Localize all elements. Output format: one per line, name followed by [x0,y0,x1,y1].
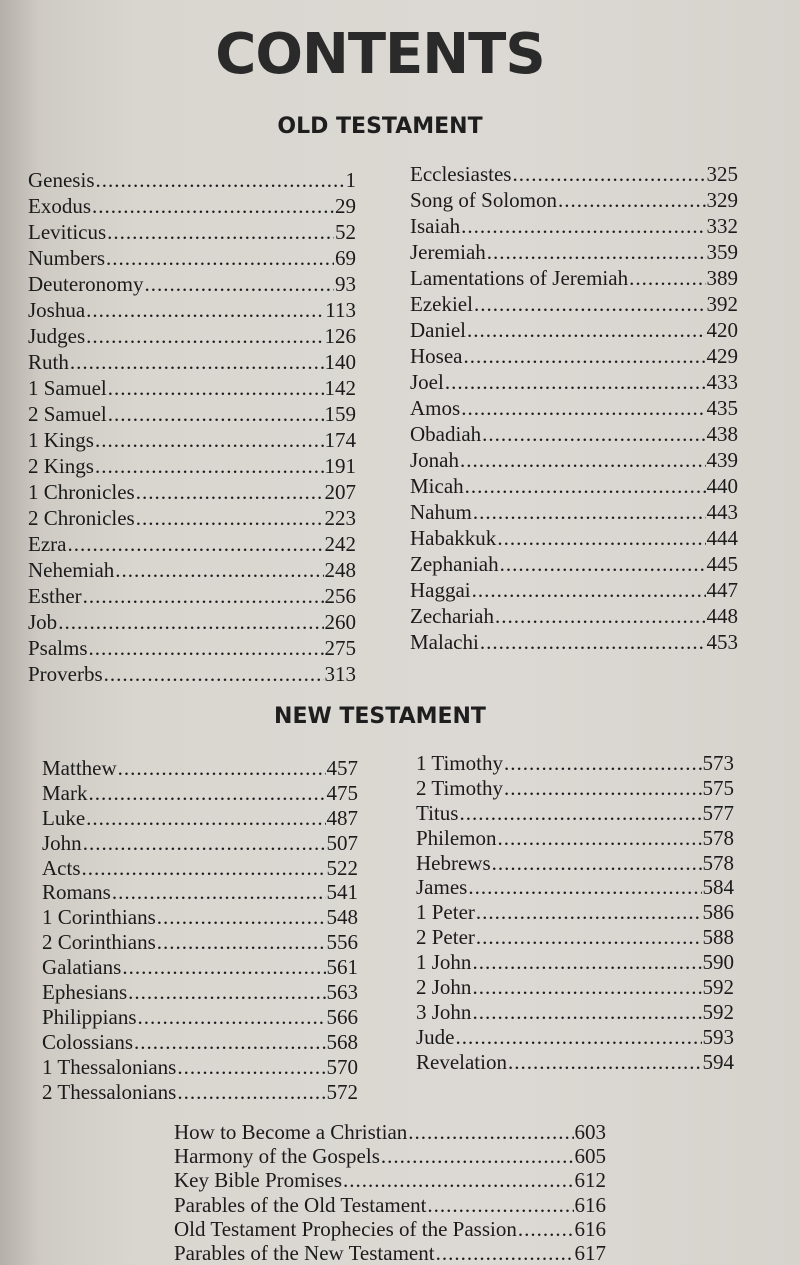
contents-entry [42,1080,358,1105]
entry-page-number: 447 [706,578,738,602]
dot-leader [89,635,324,661]
entry-title: Ezra [28,532,67,556]
entry-page-number: 603 [574,1120,606,1144]
entry-page-number: 612 [574,1168,606,1193]
entry-title: Deuteronomy [28,272,144,296]
contents-entry [174,1241,606,1265]
contents-entry [42,1055,358,1080]
dot-leader [500,551,706,577]
dot-leader [497,525,705,551]
entry-page-number: 207 [324,480,356,504]
entry-title: Old Testament Prophecies of the Passion [174,1216,517,1241]
entry-title: Zephaniah [410,552,499,576]
dot-leader [512,161,705,187]
contents-entry [42,781,358,806]
dot-leader [408,1120,573,1144]
entry-page-number: 594 [702,1049,734,1074]
dot-leader [157,905,326,930]
dot-leader [70,349,324,375]
contents-entry [28,531,356,557]
contents-entry [174,1120,606,1144]
dot-leader [95,427,324,453]
dot-leader [177,1055,325,1080]
entry-page-number: 256 [324,584,356,608]
contents-entry [28,505,356,531]
entry-page-number: 590 [702,950,734,975]
entry-title: Judges [28,324,86,348]
entry-title: 1 Peter [416,900,475,925]
entry-page-number: 566 [326,1004,358,1029]
entry-page-number: 433 [706,370,738,394]
contents-entry [410,447,738,473]
dot-leader [465,473,706,499]
entry-title: Zechariah [410,604,494,628]
entry-title: Nehemiah [28,558,115,582]
dot-leader [492,851,702,876]
contents-entry [416,1000,734,1025]
dot-leader [495,603,706,629]
dot-leader [427,1193,573,1217]
entry-title: 2 Samuel [28,402,107,426]
entry-title: Parables of the Old Testament [174,1192,427,1217]
entry-title: Habakkuk [410,526,497,550]
entry-title: 1 Thessalonians [42,1054,177,1079]
entry-title: Amos [410,396,461,420]
entry-title: Exodus [28,194,91,218]
entry-page-number: 329 [706,188,738,212]
supplements-list [174,1120,606,1265]
contents-entry [28,427,356,453]
dot-leader [108,401,324,427]
entry-title: Micah [410,474,464,498]
entry-page-number: 577 [702,800,734,825]
dot-leader [480,629,706,655]
contents-entry [28,297,356,323]
dot-leader [112,880,326,905]
entry-page-number: 616 [574,1216,606,1241]
entry-page-number: 435 [706,396,738,420]
dot-leader [108,375,324,401]
contents-entry [28,375,356,401]
entry-page-number: 617 [574,1240,606,1265]
contents-entry [410,473,738,499]
dot-leader [107,219,334,245]
entry-title: 1 Corinthians [42,905,156,930]
dot-leader [467,317,706,343]
entry-title: Numbers [28,246,105,270]
dot-leader [463,343,705,369]
contents-entry [410,421,738,447]
contents-entry [42,880,358,905]
entry-page-number: 592 [702,999,734,1024]
contents-entry [410,239,738,265]
contents-entry [416,1025,734,1050]
entry-page-number: 420 [706,318,738,342]
new-testament-left-column [42,756,358,1104]
contents-entry [174,1217,606,1241]
dot-leader [504,751,702,776]
dot-leader [472,1000,701,1025]
contents-entry [28,349,356,375]
entry-title: Daniel [410,318,466,342]
contents-entry [42,806,358,831]
dot-leader [474,291,706,317]
contents-entry [410,551,738,577]
entry-title: Matthew [42,756,117,780]
entry-title: Jude [416,1024,455,1049]
old-testament-left-column [28,167,356,687]
entry-page-number: 548 [326,905,358,930]
dot-leader [436,1241,574,1265]
entry-title: Hosea [410,344,463,368]
entry-title: Key Bible Promises [174,1168,342,1193]
dot-leader [460,447,706,473]
dot-leader [472,577,706,603]
entry-page-number: 507 [326,830,358,855]
dot-leader [482,421,705,447]
entry-title: Lamentations of Jeremiah [410,266,629,290]
old-testament-heading: OLD TESTAMENT [277,114,483,139]
entry-page-number: 392 [706,292,738,316]
entry-page-number: 191 [324,454,356,478]
entry-page-number: 389 [706,266,738,290]
entry-page-number: 448 [706,604,738,628]
dot-leader [86,297,324,323]
dot-leader [629,265,705,291]
dot-leader [106,245,334,271]
contents-entry [416,751,734,776]
entry-page-number: 439 [706,448,738,472]
entry-title: Nahum [410,500,472,524]
entry-title: 2 John [416,975,472,1000]
contents-entry [416,925,734,950]
entry-title: Harmony of the Gospels [174,1144,380,1169]
entry-title: Joshua [28,298,86,322]
entry-title: 2 Thessalonians [42,1079,177,1104]
dot-leader [468,875,701,900]
entry-title: Parables of the New Testament [174,1240,435,1265]
dot-leader [86,323,323,349]
entry-title: 2 Kings [28,454,94,478]
contents-entry [42,831,358,856]
entry-title: 1 John [416,950,472,975]
entry-title: Leviticus [28,220,107,244]
contents-entry [410,291,738,317]
entry-title: Luke [42,805,86,830]
dot-leader [459,801,701,826]
entry-title: Ezekiel [410,292,473,316]
entry-title: Haggai [410,578,471,602]
entry-title: Hebrews [416,850,491,875]
dot-leader [498,826,702,851]
entry-title: 1 Timothy [416,751,503,775]
entry-page-number: 561 [326,955,358,980]
entry-title: Colossians [42,1029,134,1054]
dot-leader [83,831,326,856]
contents-entry [410,161,738,187]
entry-title: Malachi [410,630,479,654]
dot-leader [487,239,706,265]
dot-leader [177,1080,325,1105]
entry-page-number: 325 [706,162,738,186]
entry-page-number: 359 [706,240,738,264]
entry-title: 2 Corinthians [42,930,156,955]
dot-leader [144,271,334,297]
contents-entry [410,317,738,343]
contents-entry [28,609,356,635]
contents-entry [416,950,734,975]
dot-leader [95,453,324,479]
entry-title: Romans [42,880,111,905]
contents-entry [410,369,738,395]
entry-page-number: 453 [706,630,738,654]
contents-entry [28,661,356,687]
dot-leader [138,1005,326,1030]
entry-page-number: 1 [345,168,356,192]
page-title: CONTENTS [215,22,545,87]
contents-entry [42,756,358,781]
entry-page-number: 573 [702,751,734,775]
entry-page-number: 563 [326,980,358,1005]
entry-title: Philemon [416,825,497,850]
contents-entry [28,193,356,219]
dot-leader [92,193,334,219]
dot-leader [104,661,324,687]
dot-leader [508,1050,702,1075]
entry-page-number: 159 [324,402,356,426]
entry-title: 2 Timothy [416,775,503,800]
dot-leader [83,583,324,609]
entry-title: James [416,875,468,900]
dot-leader [86,806,325,831]
entry-page-number: 260 [324,610,356,634]
dot-leader [456,1025,702,1050]
entry-page-number: 113 [325,298,356,322]
entry-title: 2 Chronicles [28,506,135,530]
contents-entry [410,265,738,291]
entry-page-number: 487 [326,805,358,830]
contents-entry [28,557,356,583]
entry-title: Titus [416,800,459,825]
contents-entry [42,1030,358,1055]
contents-entry [416,975,734,1000]
contents-entry [42,930,358,955]
entry-page-number: 541 [326,880,358,905]
entry-title: Job [28,610,58,634]
dot-leader [89,781,326,806]
new-testament-right-column [416,751,734,1075]
entry-page-number: 275 [324,636,356,660]
contents-entry [416,801,734,826]
entry-page-number: 332 [706,214,738,238]
contents-entry [28,323,356,349]
entry-page-number: 586 [702,900,734,925]
dot-leader [134,1030,325,1055]
contents-entry [410,499,738,525]
entry-title: John [42,830,82,855]
entry-page-number: 556 [326,930,358,955]
entry-title: Ruth [28,350,69,374]
dot-leader [136,479,324,505]
entry-page-number: 444 [706,526,738,550]
contents-entry [416,1050,734,1075]
entry-page-number: 475 [326,780,358,805]
dot-leader [58,609,323,635]
entry-title: Ephesians [42,980,128,1005]
entry-page-number: 572 [326,1079,358,1104]
contents-entry [174,1144,606,1168]
contents-entry [416,851,734,876]
entry-page-number: 445 [706,552,738,576]
entry-title: Esther [28,584,82,608]
entry-title: Song of Solomon [410,188,558,212]
dot-leader [472,950,701,975]
entry-page-number: 242 [324,532,356,556]
dot-leader [128,980,325,1005]
entry-page-number: 174 [324,428,356,452]
dot-leader [118,756,326,781]
contents-entry [410,577,738,603]
contents-entry [42,905,358,930]
contents-entry [42,955,358,980]
dot-leader [504,776,702,801]
contents-entry [416,776,734,801]
entry-page-number: 593 [702,1024,734,1049]
dot-leader [96,167,345,193]
contents-entry [416,826,734,851]
entry-page-number: 69 [335,246,356,270]
contents-entry [42,856,358,881]
dot-leader [82,856,326,881]
dot-leader [461,213,705,239]
entry-title: Acts [42,855,81,880]
contents-entry [28,479,356,505]
contents-entry [174,1168,606,1192]
dot-leader [136,505,324,531]
entry-page-number: 142 [324,376,356,400]
entry-title: Joel [410,370,444,394]
dot-leader [476,900,702,925]
contents-entry [42,980,358,1005]
dot-leader [381,1144,574,1168]
contents-entry [28,583,356,609]
contents-entry [410,395,738,421]
entry-page-number: 429 [706,344,738,368]
entry-title: 1 Chronicles [28,480,135,504]
entry-title: Mark [42,780,88,805]
entry-page-number: 522 [326,855,358,880]
entry-page-number: 457 [326,756,358,780]
contents-entry [28,401,356,427]
entry-title: Isaiah [410,214,461,238]
old-testament-right-column [410,161,738,655]
entry-page-number: 140 [324,350,356,374]
entry-page-number: 29 [335,194,356,218]
entry-page-number: 588 [702,925,734,950]
contents-entry [410,213,738,239]
entry-title: Jonah [410,448,459,472]
entry-page-number: 443 [706,500,738,524]
dot-leader [343,1168,574,1192]
entry-title: Obadiah [410,422,482,446]
dot-leader [473,499,706,525]
dot-leader [476,925,702,950]
entry-title: 2 Peter [416,925,475,950]
entry-title: Psalms [28,636,88,660]
dot-leader [461,395,705,421]
entry-page-number: 605 [574,1144,606,1169]
contents-entry [28,167,356,193]
entry-title: Proverbs [28,662,103,686]
entry-title: Galatians [42,955,122,980]
entry-title: Philippians [42,1004,137,1029]
contents-entry [28,453,356,479]
entry-page-number: 248 [324,558,356,582]
entry-title: Revelation [416,1049,507,1074]
entry-page-number: 616 [574,1192,606,1217]
entry-title: How to Become a Christian [174,1120,408,1144]
contents-entry [174,1193,606,1217]
entry-page-number: 578 [702,850,734,875]
dot-leader [157,930,326,955]
entry-page-number: 93 [335,272,356,296]
dot-leader [445,369,706,395]
contents-entry [410,187,738,213]
dot-leader [518,1217,574,1241]
entry-page-number: 440 [706,474,738,498]
contents-entry [28,635,356,661]
dot-leader [122,955,325,980]
contents-entry [416,900,734,925]
entry-title: 1 Kings [28,428,94,452]
entry-page-number: 578 [702,825,734,850]
entry-page-number: 223 [324,506,356,530]
contents-entry [42,1005,358,1030]
contents-entry [410,629,738,655]
entry-page-number: 568 [326,1029,358,1054]
entry-title: 1 Samuel [28,376,107,400]
contents-entry [28,271,356,297]
contents-entry [410,525,738,551]
entry-page-number: 438 [706,422,738,446]
entry-title: Jeremiah [410,240,486,264]
entry-title: 3 John [416,999,472,1024]
contents-entry [410,343,738,369]
dot-leader [558,187,705,213]
dot-leader [115,557,323,583]
contents-entry [410,603,738,629]
entry-page-number: 52 [335,220,356,244]
entry-page-number: 313 [324,662,356,686]
dot-leader [472,975,701,1000]
contents-entry [28,219,356,245]
entry-page-number: 575 [702,775,734,800]
entry-page-number: 584 [702,875,734,900]
contents-entry [416,875,734,900]
entry-page-number: 592 [702,975,734,1000]
contents-entry [28,245,356,271]
entry-title: Genesis [28,168,95,192]
dot-leader [67,531,323,557]
entry-page-number: 126 [324,324,356,348]
entry-page-number: 570 [326,1054,358,1079]
entry-title: Ecclesiastes [410,162,512,186]
new-testament-heading: NEW TESTAMENT [274,704,486,729]
